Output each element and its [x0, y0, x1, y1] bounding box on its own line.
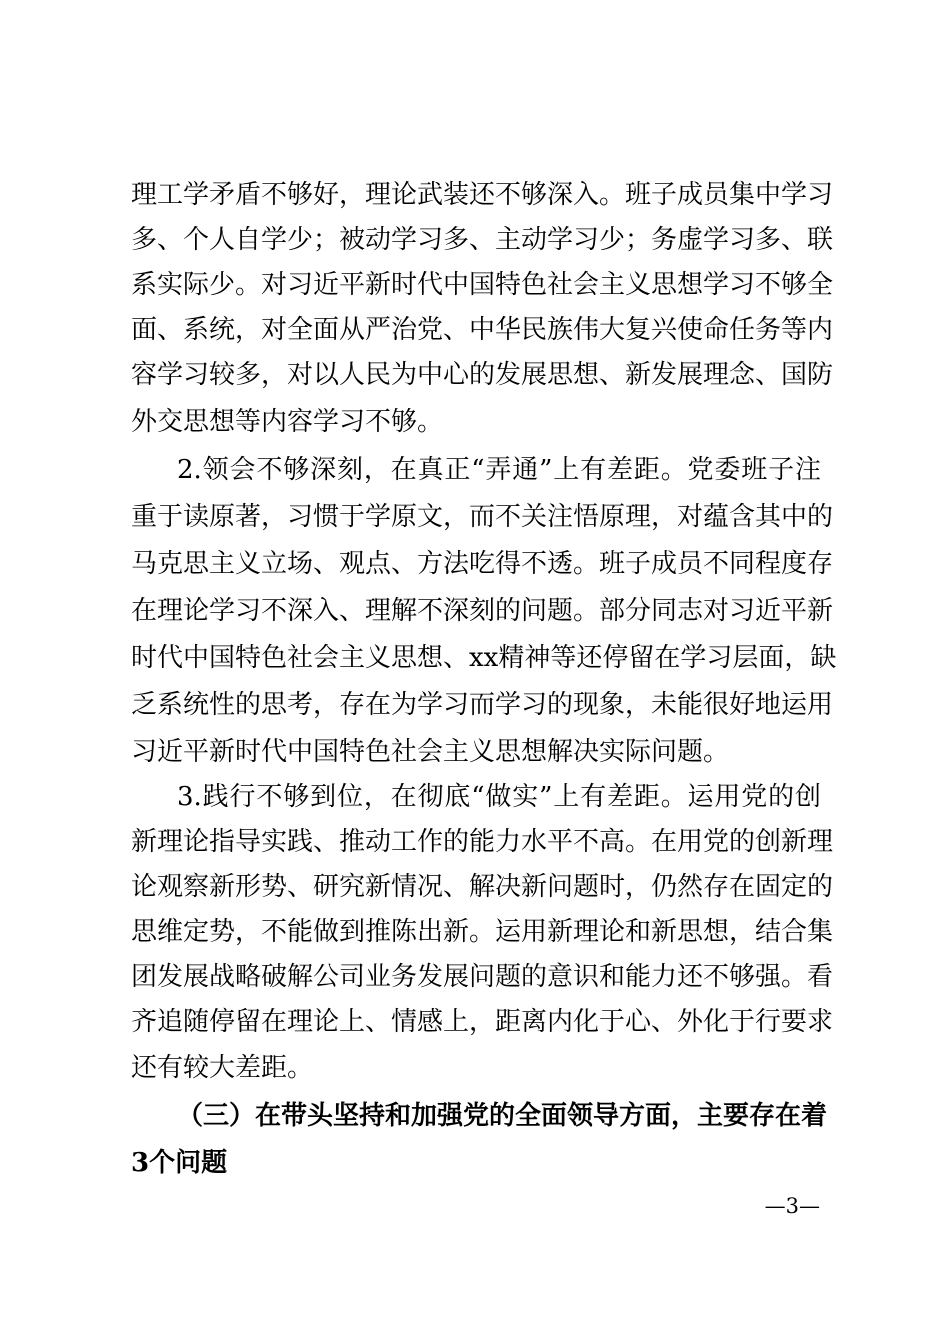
paragraph-2-line-2: 重于读原著，习惯于学原文，而不关注悟原理，对蕴含其中的	[131, 502, 834, 532]
paragraph-3-line-2: 新理论指导实践、推动工作的能力水平不高。在用党的创新理	[131, 827, 834, 857]
paragraph-3-line-5: 团发展战略破解公司业务发展问题的意识和能力还不够强。看	[131, 962, 834, 992]
paragraph-1-line-4: 面、系统，对全面从严治党、中华民族伟大复兴使命任务等内	[131, 315, 834, 345]
paragraph-2-line-1: 2.领会不够深刻，在真正“弄通”上有差距。党委班子注	[177, 455, 821, 485]
paragraph-2-line-6: 乏系统性的思考，存在为学习而学习的现象，未能很好地运用	[131, 690, 834, 720]
paragraph-2-line-7: 习近平新时代中国特色社会主义思想解决实际问题。	[131, 737, 730, 767]
paragraph-2-line-4: 在理论学习不深入、理解不深刻的问题。部分同志对习近平新	[131, 596, 834, 626]
section-heading-line-1: （三）在带头坚持和加强党的全面领导方面，主要存在着	[177, 1101, 828, 1131]
paragraph-1-line-5: 容学习较多，对以人民为中心的发展思想、新发展理念、国防	[131, 360, 834, 390]
paragraph-3-line-3: 论观察新形势、研究新情况、解决新问题时，仍然存在固定的	[131, 872, 834, 902]
paragraph-2-line-3: 马克思主义立场、观点、方法吃得不透。班子成员不同程度存	[131, 549, 834, 579]
paragraph-1-line-1: 理工学矛盾不够好，理论武装还不够深入。班子成员集中学习	[131, 180, 834, 210]
section-heading-line-2: 3个问题	[131, 1148, 228, 1178]
paragraph-1-line-2: 多、个人自学少；被动学习多、主动学习少；务虚学习多、联	[131, 225, 834, 255]
page-number: —3—	[764, 1194, 820, 1218]
paragraph-3-line-6: 齐追随停留在理论上、情感上，距离内化于心、外化于行要求	[131, 1007, 834, 1037]
paragraph-1-line-3: 系实际少。对习近平新时代中国特色社会主义思想学习不够全	[131, 270, 834, 300]
paragraph-2-line-5: 时代中国特色社会主义思想、xx精神等还停留在学习层面，缺	[131, 643, 837, 673]
paragraph-1-line-6: 外交思想等内容学习不够。	[131, 407, 444, 437]
paragraph-3-line-1: 3.践行不够到位，在彻底“做实”上有差距。运用党的创	[177, 782, 821, 812]
paragraph-3-line-4: 思维定势，不能做到推陈出新。运用新理论和新思想，结合集	[131, 917, 834, 947]
paragraph-3-line-7: 还有较大差距。	[131, 1053, 314, 1083]
